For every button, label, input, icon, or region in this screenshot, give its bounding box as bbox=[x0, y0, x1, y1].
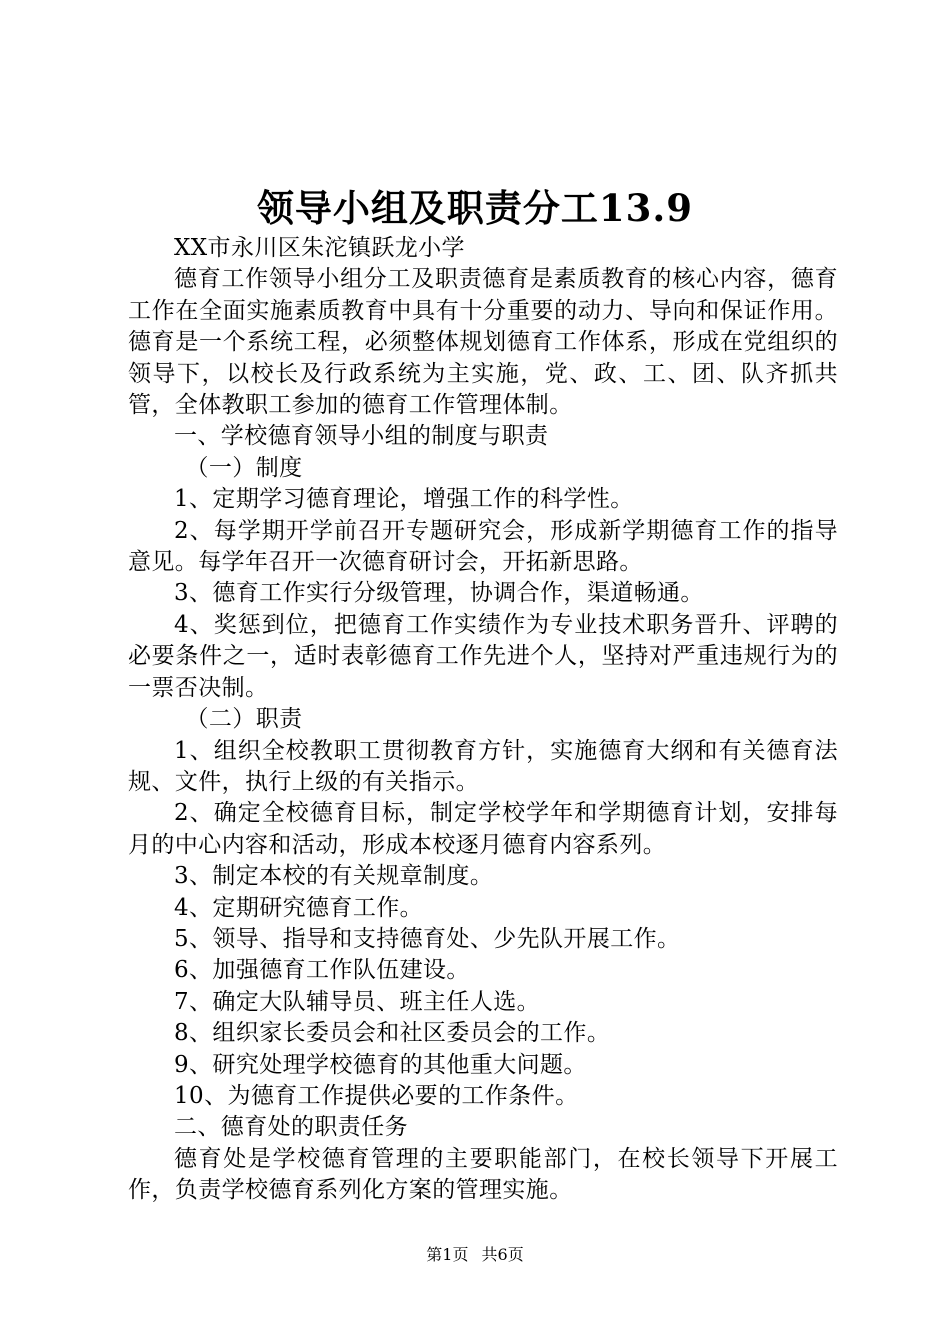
duty-item-6: 6、加强德育工作队伍建设。 bbox=[174, 957, 470, 984]
duty-item-10: 10、为德育工作提供必要的工作条件。 bbox=[174, 1082, 579, 1109]
school-name: XX市永川区朱沱镇跃龙小学 bbox=[174, 235, 465, 261]
section-heading-1: 一、学校德育领导小组的制度与职责 bbox=[174, 423, 549, 450]
subsection-heading-rules: （一）制度 bbox=[185, 454, 303, 481]
duty-item-5: 5、领导、指导和支持德育处、少先队开展工作。 bbox=[174, 925, 681, 952]
section-heading-2: 二、德育处的职责任务 bbox=[174, 1114, 408, 1141]
rule-item-2: 2、每学期开学前召开专题研究会，形成新学期德育工作的指导意见。每学年召开一次德育研讨会，开拓新思路。 bbox=[128, 517, 838, 576]
duty-item-8: 8、组织家长委员会和社区委员会的工作。 bbox=[174, 1020, 611, 1047]
duty-item-4: 4、定期研究德育工作。 bbox=[174, 894, 424, 921]
page-total: 共6页 bbox=[481, 1245, 524, 1264]
rule-item-4: 4、奖惩到位，把德育工作实绩作为专业技术职务晋升、评聘的必要条件之一，适时表彰德育工作先进个人，坚持对严重违规行为的一票否决制。 bbox=[128, 611, 838, 701]
rule-item-1: 1、定期学习德育理论，增强工作的科学性。 bbox=[174, 486, 634, 513]
duty-item-3: 3、制定本校的有关规章制度。 bbox=[174, 863, 494, 890]
duty-item-7: 7、确定大队辅导员、班主任人选。 bbox=[174, 988, 541, 1015]
duty-item-1: 1、组织全校教职工贯彻教育方针，实施德育大纲和有关德育法规、文件，执行上级的有关指示。 bbox=[128, 737, 838, 795]
page-footer bbox=[0, 1243, 950, 1267]
subsection-heading-duties: （二）职责 bbox=[185, 706, 303, 733]
document-title: 领导小组及职责分工13.9 bbox=[256, 186, 694, 230]
moral-office-paragraph: 德育处是学校德育管理的主要职能部门，在校长领导下开展工作，负责学校德育系列化方案的管理实施。 bbox=[128, 1145, 838, 1204]
document-body bbox=[128, 233, 838, 1207]
page-number: 第1页 bbox=[426, 1245, 469, 1264]
duty-item-2: 2、确定全校德育目标，制定学校学年和学期德育计划，安排每月的中心内容和活动，形成本校逐月德育内容系列。 bbox=[128, 800, 838, 858]
duty-item-9: 9、研究处理学校德育的其他重大问题。 bbox=[174, 1051, 587, 1078]
rule-item-3: 3、德育工作实行分级管理，协调合作，渠道畅通。 bbox=[174, 580, 704, 607]
intro-paragraph: 德育工作领导小组分工及职责德育是素质教育的核心内容，德育工作在全面实施素质教育中具有十分重要的动力、导向和保证作用。德育是一个系统工程，必须整体规划德育工作体系，形成在党组织的领导下，以校长及行政系统为主实施，党、政、工、团、队齐抓共管，全体教职工参加的德育工作管理体制。 bbox=[128, 266, 838, 419]
